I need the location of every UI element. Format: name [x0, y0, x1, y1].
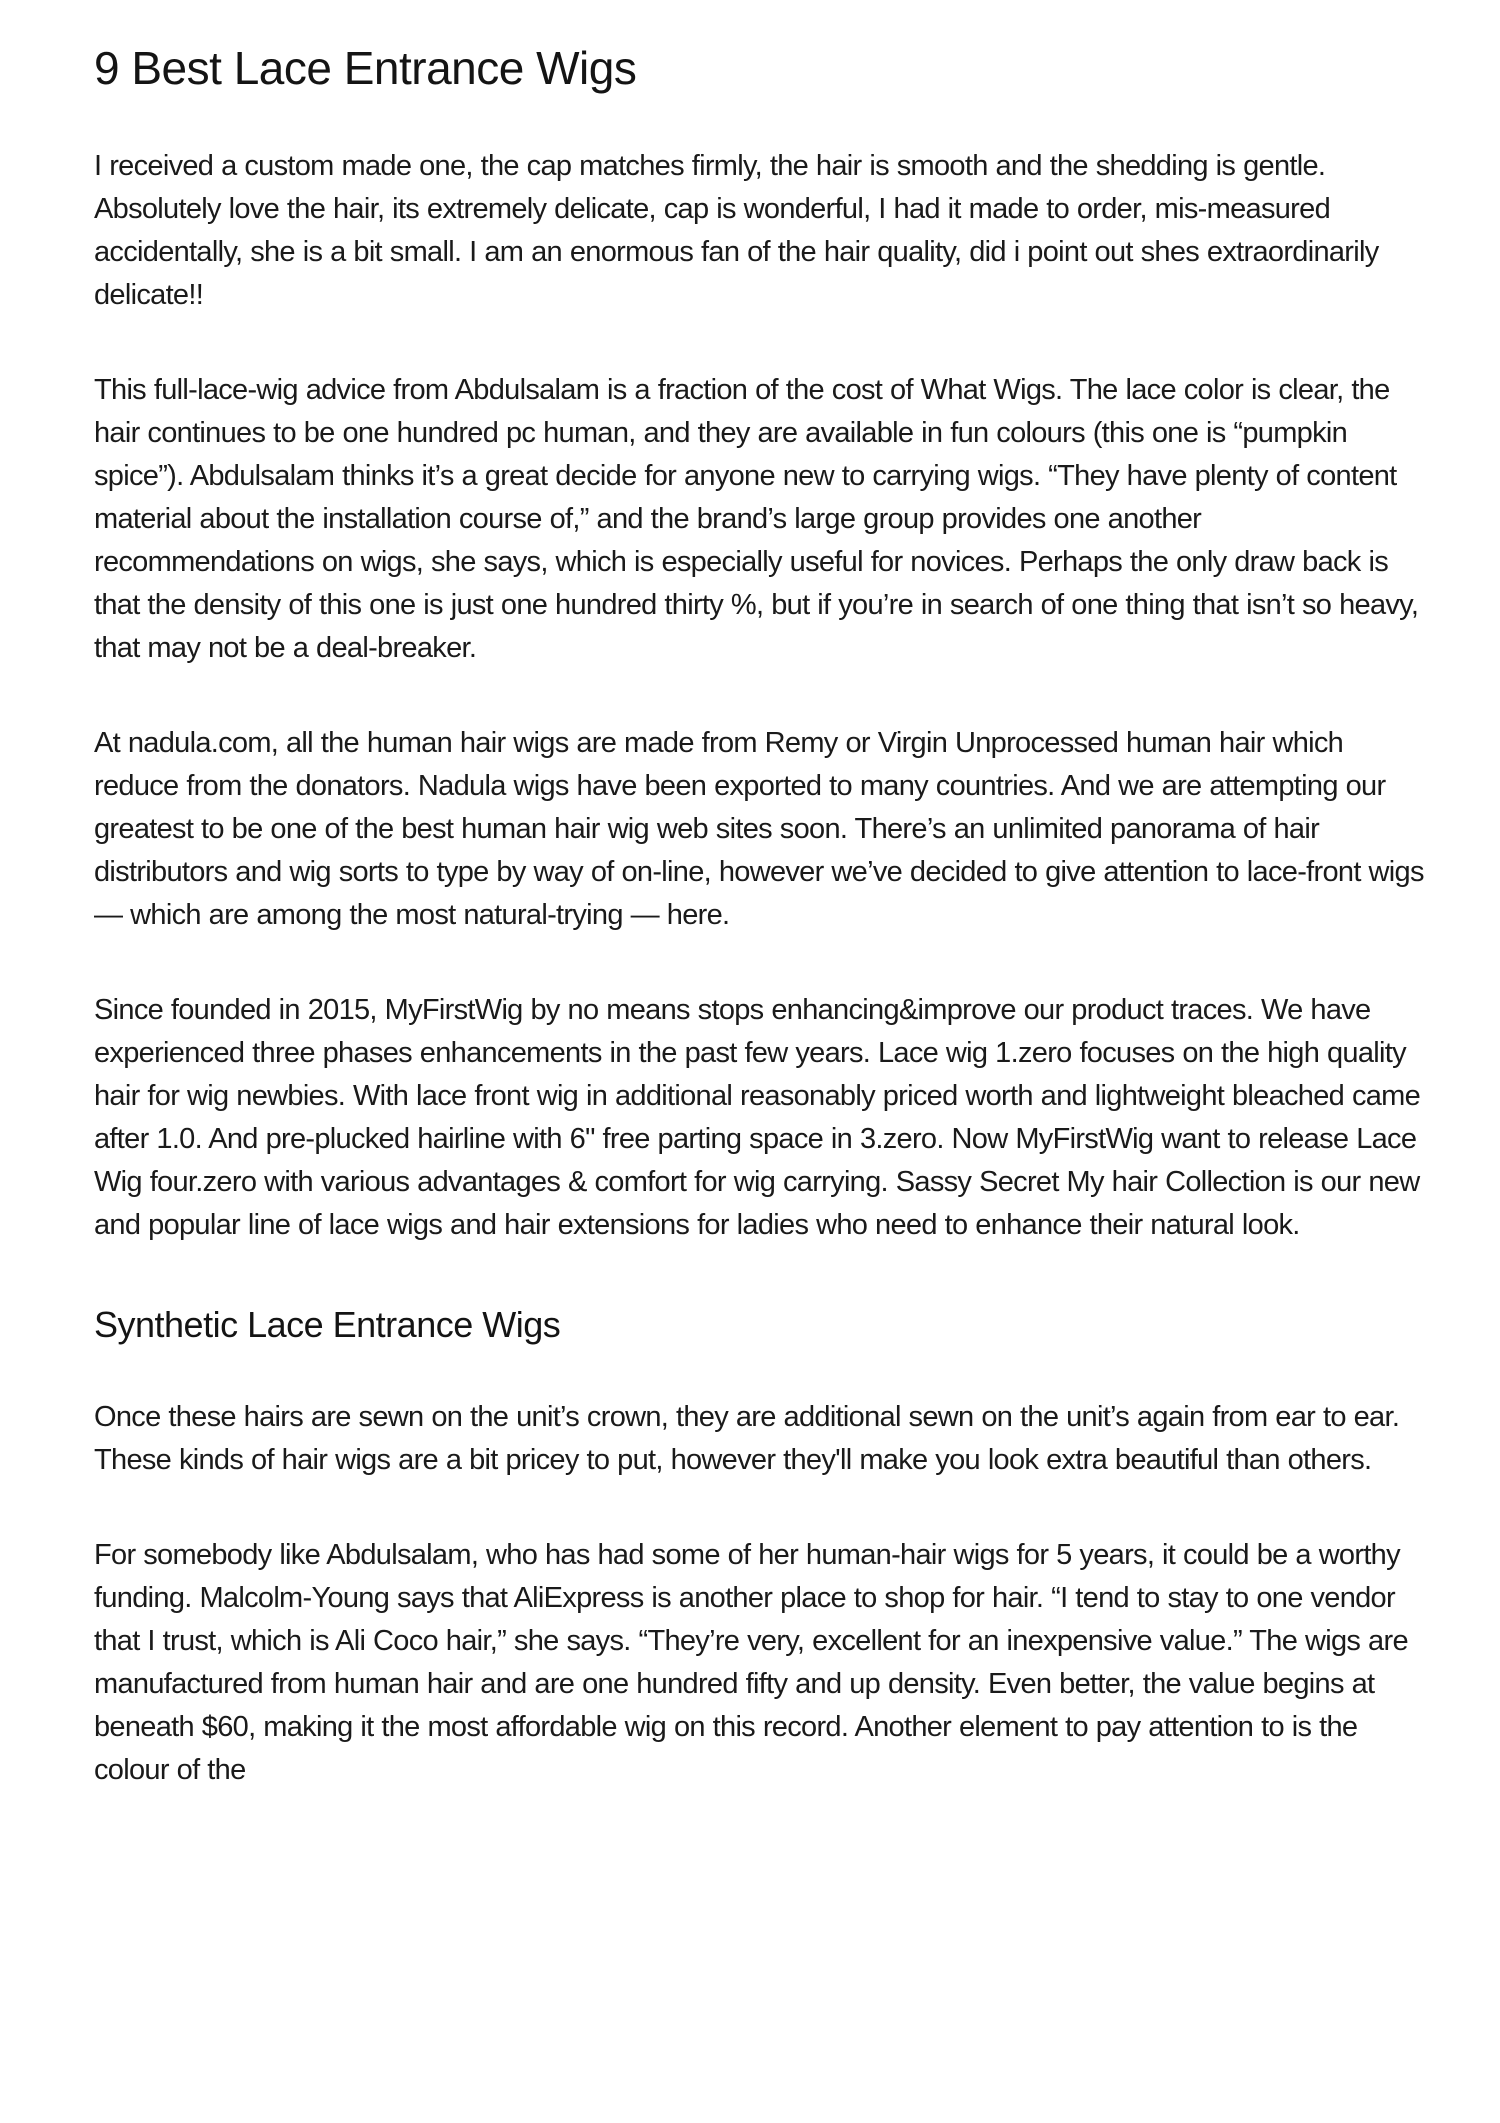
- paragraph-review: I received a custom made one, the cap matches firmly, the hair is smooth and the shedding is gentle. Absolutely love the hair, its extremely delicate, cap is wonderful, I had it made to order, mis-measured accidentally, she is a bit small. I am an enormous fan of the hair quality, did i point out shes extraordinarily delicate!!: [94, 149, 1379, 311]
- page-title: 9 Best Lace Entrance Wigs: [94, 42, 637, 94]
- paragraph-nadula: At nadula.com, all the human hair wigs are made from Remy or Virgin Unprocessed human hair which reduce from the donators. Nadula wigs have been exported to many countries. And we are attempting our greatest to be one of the best human hair wig web sites soon. There’s an unlimited panorama of hair distributors and wig sorts to type by way of on-line, however we’ve decided to give attention to lace-front wigs — which are among the most natural-trying — here.: [94, 726, 1424, 931]
- paragraph-sewn-units: Once these hairs are sewn on the unit’s crown, they are additional sewn on the unit’s again from ear to ear. These kinds of hair wigs are a bit pricey to put, however they'll make you look extra beautiful than others.: [94, 1401, 1400, 1477]
- paragraph-aliexpress: For somebody like Abdulsalam, who has had some of her human-hair wigs for 5 years, it could be a worthy funding. Malcolm-Young says that AliExpress is another place to shop for hair. “I tend to stay to one vendor that I trust, which is Ali Coco hair,” she says. “They’re very, excellent for an inexpensive value.” The wigs are manufactured from human hair and are one hundred fifty and up density. Even better, the value begins at beneath $60, making it the most affordable wig on this record. Another element to pay attention to is the colour of the: [94, 1539, 1408, 1787]
- paragraph-myfirstwig: Since founded in 2015, MyFirstWig by no means stops enhancing&improve our product traces. We have experienced three phases enhancements in the past few years. Lace wig 1.zero focuses on the high quality hair for wig newbies. With lace front wig in additional reasonably priced worth and lightweight bleached came after 1.0. And pre-plucked hairline with 6" free parting space in 3.zero. Now MyFirstWig want to release Lace Wig four.zero with various advantages & comfort for wig carrying. Sassy Secret My hair Collection is our new and popular line of lace wigs and hair extensions for ladies who need to enhance their natural look.: [94, 993, 1421, 1241]
- paragraph-full-lace-advice: This full-lace-wig advice from Abdulsalam is a fraction of the cost of What Wigs. The lace color is clear, the hair continues to be one hundred pc human, and they are available in fun colours (this one is “pumpkin spice”). Abdulsalam thinks it’s a great decide for anyone new to carrying wigs. “They have plenty of content material about the installation course of,” and the brand’s large group provides one another recommendations on wigs, she says, which is especially useful for novices. Perhaps the only draw back is that the density of this one is just one hundred thirty %, but if you’re in search of one thing that isn’t so heavy, that may not be a deal-breaker.: [94, 373, 1419, 664]
- section-heading: Synthetic Lace Entrance Wigs: [94, 1303, 561, 1345]
